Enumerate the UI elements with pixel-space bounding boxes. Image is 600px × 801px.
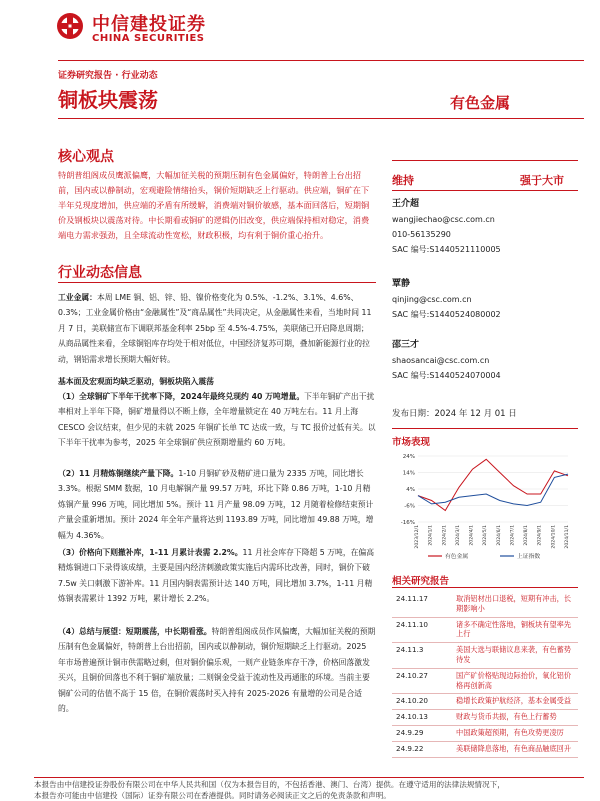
related-report-title[interactable]: 国产矿价格贴现边际抬价，氧化铝价格再创新高 xyxy=(456,670,572,690)
related-report-date: 24.11.3 xyxy=(396,645,424,655)
related-report-item[interactable] xyxy=(392,694,578,710)
market-performance-chart xyxy=(392,448,578,568)
related-report-date: 24.10.27 xyxy=(396,670,429,680)
rating-value: 强于大市 xyxy=(520,174,564,187)
title-divider xyxy=(58,118,584,119)
release-date xyxy=(392,407,517,419)
y-tick-label: -6% xyxy=(404,503,415,510)
related-heading: 相关研究报告 xyxy=(392,576,450,587)
y-tick-label: -16% xyxy=(400,520,415,526)
paragraph-lead: （4）总结与展望：短期震荡，中长期看涨。 xyxy=(58,627,212,636)
analyst-email[interactable]: shaosancai@csc.com.cn xyxy=(392,356,490,365)
analyst-sac: SAC 编号:S1440524080002 xyxy=(392,310,501,319)
analyst-email[interactable]: wangjiechao@csc.com.cn xyxy=(392,215,495,224)
analyst-sac: SAC 编号:S1440521110005 xyxy=(392,245,501,254)
x-tick-label: 2024/6/1 xyxy=(496,525,502,546)
header-divider xyxy=(58,60,584,61)
paragraph-refined-copper xyxy=(58,466,376,543)
paragraph-restocking xyxy=(58,545,376,607)
y-tick-label: 14% xyxy=(402,470,415,477)
related-report-item[interactable] xyxy=(392,618,578,644)
paragraph-industrial-metals xyxy=(58,290,376,367)
x-tick-label: 2024/5/1 xyxy=(483,525,489,546)
analyst-name: 王介超 xyxy=(392,199,420,209)
brand-name-cn: 中信建投证券 xyxy=(92,14,206,35)
analyst-name: 覃静 xyxy=(392,279,411,289)
paragraph-outlook xyxy=(58,624,376,716)
disclaimer-line: 本报告亦可能由中信建投（国际）证券有限公司在香港提供。同时请务必阅读正文之后的免责条款和声明。 xyxy=(34,791,391,800)
related-report-date: 24.10.20 xyxy=(396,696,429,706)
legend-label: 有色金属 xyxy=(445,554,469,560)
x-tick-label: 2024/8/1 xyxy=(524,525,530,546)
release-label: 发布日期： xyxy=(392,409,435,419)
x-tick-label: 2024/2/1 xyxy=(442,525,448,546)
paragraph-text: 下半年铜矿产出干扰率相对上半年下降，铜矿增量得以不断上修，全年增量锁定在 40 万吨左右。11 月上海 CESCO 会议结束，但少见的未就 2025 年铜矿长单 TC 达成一致，与 TC 报价过低有关。以下半年干扰率为参考，2025 年全球铜矿供应预期增量约 60 万吨。 xyxy=(58,392,376,448)
market-divider xyxy=(392,428,578,429)
analyst-name: 邵三才 xyxy=(392,340,420,350)
paragraph-text: 11 月社会库存下降超 5 万吨，在偏高精炼铜进口下录得该成绩，主要是国内经济刺激政策实施后内需环比改善，同时，铜价下破 7.5w 关口刺激下游补库。11 月国内铜表需预计达 140 万吨，同比增加 3.7%，1-11 月精炼铜表需累计 1392 万吨，累计增长 2.2%。 xyxy=(58,548,375,604)
core-text: 特朗普组阁成员鹰派偏鹰，大幅加征关税的预期压制有色金属偏好，特朗普上台出招前，国内或以静制动，宏观避险情绪抬头，铜价短期缺乏上行驱动。供应端，铜矿在下半年兑现度增加，供应端的矛盾有所缓解，消费端对铜价敏感，基本面回落后，短期铜价及钢板块以震荡对待。中长期看或铜矿的逻辑仍旧改变，供应端保持相对稳定，消费端电力需求强劲，且全球流动性宽松，财政积极，均有利于铜价重心抬升。 xyxy=(58,170,370,240)
related-report-item[interactable] xyxy=(392,643,578,669)
paragraph-text: 本周 LME 铜、铝、锌、铅、镍价格变化为 0.5%、-1.2%、3.1%、4.6%、0.3%；工业金属价格由“金融属性”及“商品属性”共同决定，从金融属性来看，当地时间 11 月 7 日，美联储宣布下调联邦基金利率 25bp 至 4.5%-4.75%，美联储已开启降息周期；从商品属性来看，全球铜铝库存均处于相对低位，中国经济复苏可期，叠加新能源行业的拉动，钢铝需求增长预期大幅好转。 xyxy=(58,293,372,364)
related-report-date: 24.9.29 xyxy=(396,727,424,737)
related-report-date: 24.9.22 xyxy=(396,743,424,753)
dynamics-heading: 行业动态信息 xyxy=(58,265,142,281)
related-report-item[interactable] xyxy=(392,742,578,758)
x-tick-label: 2024/1/1 xyxy=(428,525,434,546)
related-report-title[interactable]: 取消铝材出口退税，短期有冲击，长期影响小 xyxy=(456,594,572,613)
paragraph-copper-mine xyxy=(58,389,376,451)
dynamics-divider xyxy=(58,282,376,283)
y-tick-label: 4% xyxy=(406,487,415,493)
x-tick-label: 2024/7/1 xyxy=(510,525,516,546)
footer-divider xyxy=(34,777,584,778)
disclaimer-footer xyxy=(34,779,584,801)
related-divider xyxy=(392,587,578,588)
paragraph-subtitle: 基本面及宏观面均缺乏驱动，铜板块陷入震荡 xyxy=(58,377,214,386)
rating-maintain: 维持 xyxy=(392,174,414,187)
analyst-email[interactable]: qinjing@csc.com.cn xyxy=(392,295,472,304)
related-report-date: 24.10.13 xyxy=(396,712,429,722)
related-report-title[interactable]: 诸多不确定性落地，铜板块有望率先上行 xyxy=(456,619,572,639)
related-report-title[interactable]: 美联储降息落地，有色商品触底回升 xyxy=(456,743,572,753)
related-report-item[interactable] xyxy=(392,726,578,742)
core-heading: 核心观点 xyxy=(58,149,114,165)
breadcrumb: 证券研究报告 · 行业动态 xyxy=(58,71,158,81)
market-heading: 市场表现 xyxy=(392,437,431,448)
paragraph-lead: （3）价格向下则撤补库，1-11 月累计表需 2.2%。 xyxy=(58,548,243,557)
related-report-item[interactable] xyxy=(392,669,578,695)
industry-label: 有色金属 xyxy=(450,94,511,112)
x-tick-label: 2024/3/1 xyxy=(455,525,461,546)
analyst-phone: 010-56135290 xyxy=(392,230,451,239)
analyst-card xyxy=(392,337,578,383)
paragraph-lead: （1）全球铜矿下半年干扰率下降，2024年最终兑现约 40 万吨增量。 xyxy=(58,392,305,401)
rating-row xyxy=(392,172,578,188)
related-report-item[interactable] xyxy=(392,592,578,618)
related-report-date: 24.11.10 xyxy=(396,619,429,629)
x-tick-label: 2023/12/1 xyxy=(415,525,420,549)
related-report-item[interactable] xyxy=(392,710,578,726)
related-report-title[interactable]: 美国大选与联储议息来袭，有色蓄势待发 xyxy=(456,645,572,664)
x-tick-label: 2024/4/1 xyxy=(469,525,475,546)
company-logo-icon xyxy=(56,12,84,40)
brand-name-en: CHINA SECURITIES xyxy=(92,33,205,44)
x-tick-label: 2024/11/1 xyxy=(565,525,570,549)
related-reports-list xyxy=(392,592,578,758)
disclaimer-line: 本报告由中信建投证券股份有限公司在中华人民共和国（仅为本报告目的，不包括香港、澳门、台湾）提供。在遵守适用的法律法规情况下， xyxy=(34,780,505,789)
legend-label: 上证指数 xyxy=(517,554,541,560)
analyst-card xyxy=(392,196,578,257)
paragraph-lead: （2）11 月精炼铜继续产量下降。 xyxy=(58,469,179,478)
related-report-date: 24.11.17 xyxy=(396,594,429,603)
analyst-card xyxy=(392,276,578,322)
x-tick-label: 2024/10/1 xyxy=(551,525,557,549)
paragraph-text: 1-10 月铜矿砂及精矿进口量为 2335 万吨，同比增长 3.3%。根据 SMM 数据，10 月电解铜产量 99.57 万吨，环比下降 0.86 万吨，1-10 月精炼铜产量 996 万吨，同比增加 5%。预计 11 月产量 98.09 万吨，12 月随着检修结束预计产量会重新增加。预计 2024 年全年产量将达到 1193.89 万吨，同比增加 49.88 万吨，增幅为 4.36%。 xyxy=(58,469,374,540)
series-line-1 xyxy=(418,474,568,505)
analyst-sac: SAC 编号:S1440524070004 xyxy=(392,371,501,380)
related-report-title[interactable]: 稳增长政策护航经济，基本金属受益 xyxy=(456,696,572,706)
release-value: 2024 年 12 月 01 日 xyxy=(434,409,517,419)
related-report-title[interactable]: 财政与货币共振，有色上行蓄势 xyxy=(456,712,557,722)
rating-top-divider xyxy=(392,160,578,161)
report-title: 铜板块震荡 xyxy=(58,88,158,112)
paragraph-lead: 工业金属： xyxy=(58,293,97,302)
related-report-title[interactable]: 中国政策超预期，有色攻势更凌厉 xyxy=(456,727,564,737)
x-tick-label: 2024/9/1 xyxy=(537,525,543,546)
paragraph-text: 特朗普组阁成员作风偏鹰，大幅加征关税的预期压制有色金属偏好，特朗普上台出招前，国内或以静制动，铜价短期缺乏上行驱动。2025 年市场普遍预计铜市供需略过剩，但对铜价偏乐观，一则产业链条库存干净，价格回落激发买兴，且铜价回落也不利于铜矿端放量；二则铜金受益于流动性及再通胀的环境。当前主要铜矿公司的估值不高于 15 倍，在铜价震荡时买入持有 2025-2026 有量增的公司是合适的。 xyxy=(58,627,376,714)
y-tick-label: 24% xyxy=(402,454,415,460)
rating-bottom-divider xyxy=(392,190,578,191)
